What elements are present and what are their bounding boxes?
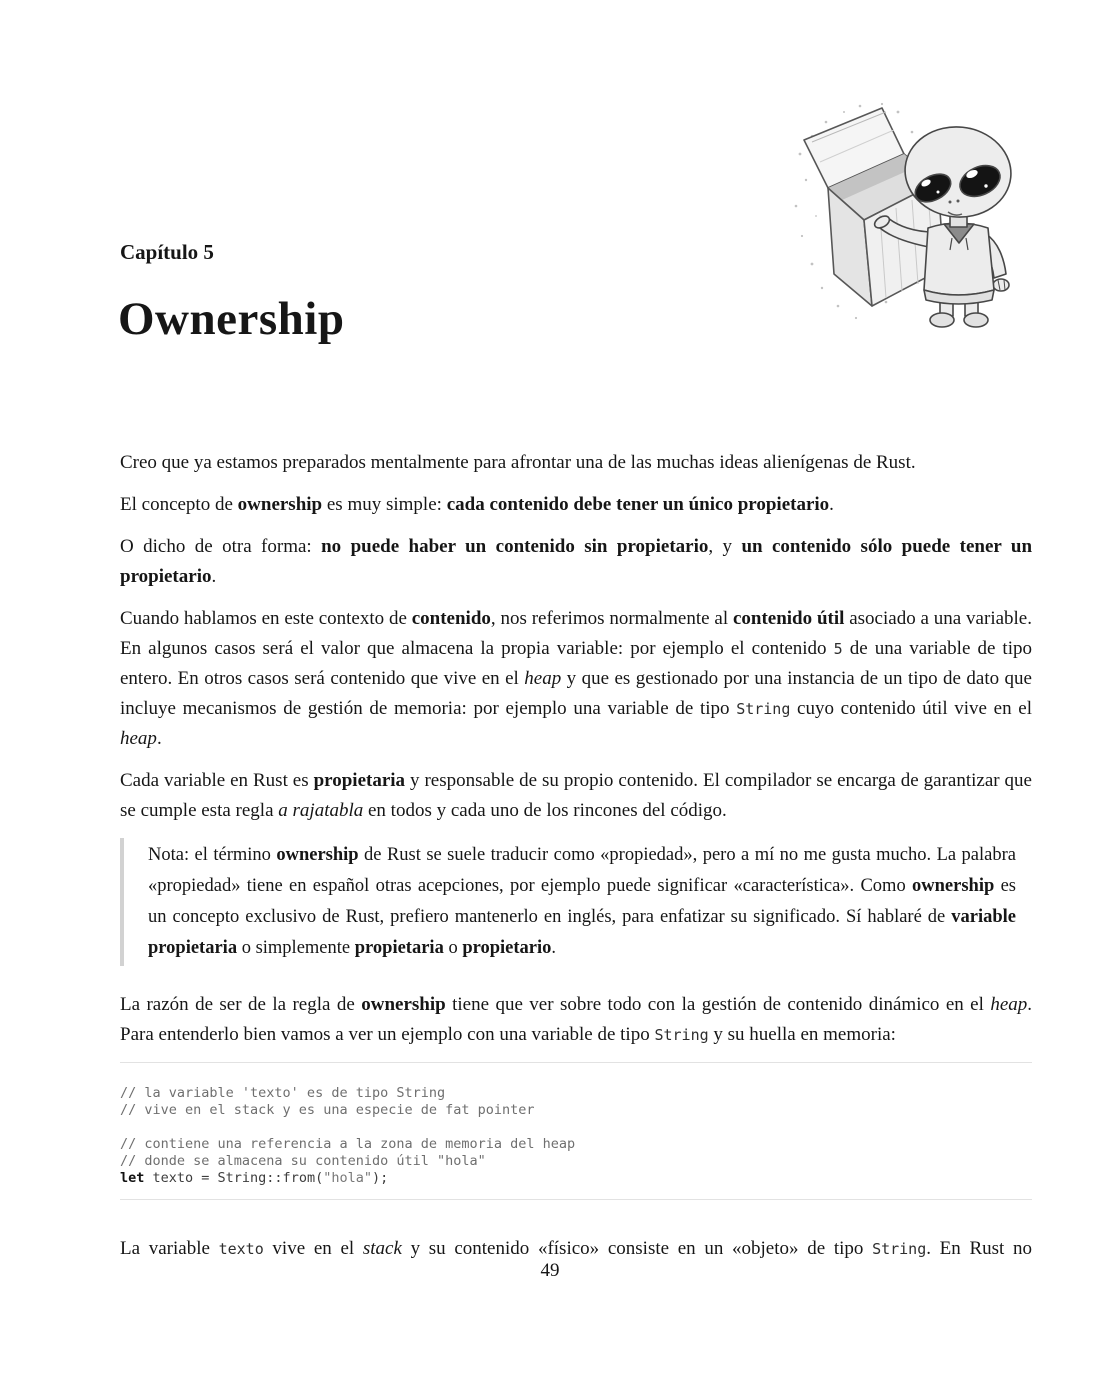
code-line: // donde se almacena su contenido útil "hola" <box>120 1153 486 1169</box>
paragraph-propietaria: Cada variable en Rust es propietaria y responsable de su propio contenido. El compilador se encarga de garantizar que se cumple esta regla a rajatabla en todos y cada uno de los rincones del código. <box>120 770 1032 821</box>
code-line: // vive en el stack y es una especie de fat pointer <box>120 1102 535 1118</box>
alien-box-illustration <box>786 96 1032 332</box>
paragraph-restated: O dicho de otra forma: no puede haber un contenido sin propietario, y un contenido sólo puede tener un propietario. <box>120 536 1033 587</box>
code-block <box>120 1062 1032 1200</box>
paragraph-razon: La razón de ser de la regla de ownership tiene que ver sobre todo con la gestión de contenido dinámico en el heap. Para entenderlo bien vamos a ver un ejemplo con una variable de tipo String y su huella en memoria: <box>120 994 1032 1045</box>
page-body <box>120 448 1032 1276</box>
paragraph-contenido: Cuando hablamos en este contexto de contenido, nos referimos normalmente al contenido útil asociado a una variable. En algunos casos será el valor que almacena la propia variable: por ejemplo el contenido 5 de una variable de tipo entero. En otros casos será contenido que vive en el heap y que es gestionado por una instancia de un tipo de dato que incluye mecanismos de gestión de memoria: por ejemplo una variable de tipo String cuyo contenido útil vive en el heap. <box>120 608 1032 749</box>
code-line: // la variable 'texto' es de tipo String <box>120 1085 446 1101</box>
note-text: Nota: el término ownership de Rust se suele traducir como «propiedad», pero a mí no me gusta mucho. La palabra «propiedad» tiene en español otras acepciones, por ejemplo puede significar «característica». Como ownership es un concepto exclusivo de Rust, prefiero mantenerlo en inglés, para enfatizar su significado. Sí hablaré de variable propietaria o simplemente propietaria o propietario. <box>148 845 1016 958</box>
code-line: // contiene una referencia a la zona de memoria del heap <box>120 1136 576 1152</box>
page-number: 49 <box>540 1260 560 1281</box>
chapter-label: Capítulo 5 <box>120 240 214 264</box>
paragraph-closing: La variable texto vive en el stack y su contenido «físico» consiste en un «objeto» de tipo String. En Rust no <box>120 1238 1033 1259</box>
chapter-title: Ownership <box>118 293 345 345</box>
code-line-let-statement: let texto = String::from("hola"); <box>120 1170 389 1186</box>
paragraph-concept: El concepto de ownership es muy simple: cada contenido debe tener un único propietario. <box>120 494 834 515</box>
code-line-blank <box>120 1119 1032 1136</box>
paragraph-intro: Creo que ya estamos preparados mentalmente para afrontar una de las muchas ideas alienígenas de Rust. <box>120 452 916 473</box>
note-block <box>120 838 1032 966</box>
